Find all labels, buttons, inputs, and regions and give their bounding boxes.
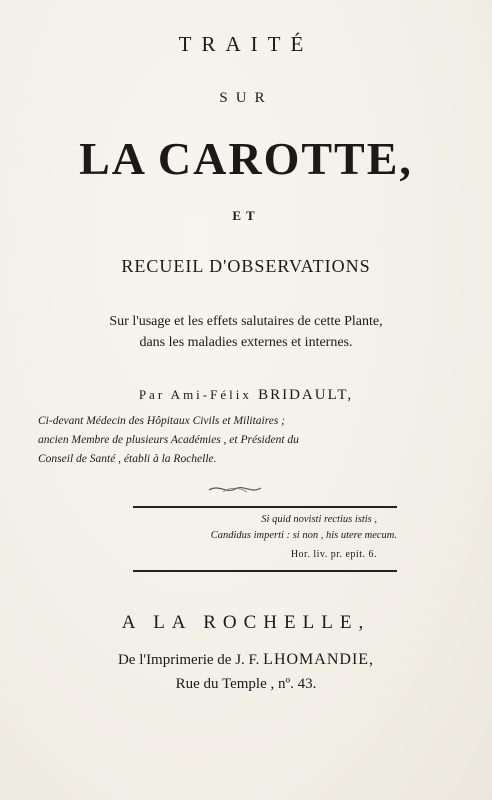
epigraph-line-2: Candidus imperti : si non , his utere mecum.: [210, 530, 397, 541]
printer-address: Rue du Temple , nº. 43.: [175, 676, 317, 692]
divider-top: [133, 506, 397, 508]
author-line: [0, 387, 492, 404]
preposition-sur: SUR: [219, 90, 273, 106]
publication-city: A LA ROCHELLE,: [121, 612, 371, 633]
author-description-line-2: ancien Membre de plusieurs Académies , et Président du: [38, 434, 299, 446]
printer-name: LHOMANDIE,: [263, 651, 375, 668]
author-description-line-1: Ci-devant Médecin des Hôpitaux Civils et Militaires ;: [38, 415, 286, 427]
conjunction-et: ET: [232, 208, 260, 223]
flourish-ornament-icon: [205, 482, 265, 496]
subtitle-recueil: RECUEIL D'OBSERVATIONS: [121, 256, 371, 276]
subtitle-usage-line-1: Sur l'usage et les effets salutaires de cette Plante,: [109, 314, 383, 329]
author-prefix: Par Ami-Félix: [138, 387, 252, 402]
divider-bottom: [133, 570, 397, 572]
epigraph-source: Hor. liv. pr. epit. 6.: [290, 549, 377, 560]
subtitle-usage-line-2: dans les maladies externes et internes.: [139, 335, 353, 350]
author-description-line-3: Conseil de Santé , établi à la Rochelle.: [38, 453, 217, 465]
epigraph-line-1: Si quid novisti rectius istis ,: [261, 514, 377, 525]
printer-prefix: De l'Imprimerie de J. F.: [117, 652, 260, 668]
printer-line: [0, 651, 492, 669]
book-type-heading: TRAITÉ: [178, 32, 314, 56]
main-title: LA CAROTTE,: [79, 133, 413, 184]
author-name: BRIDAULT,: [258, 387, 354, 403]
